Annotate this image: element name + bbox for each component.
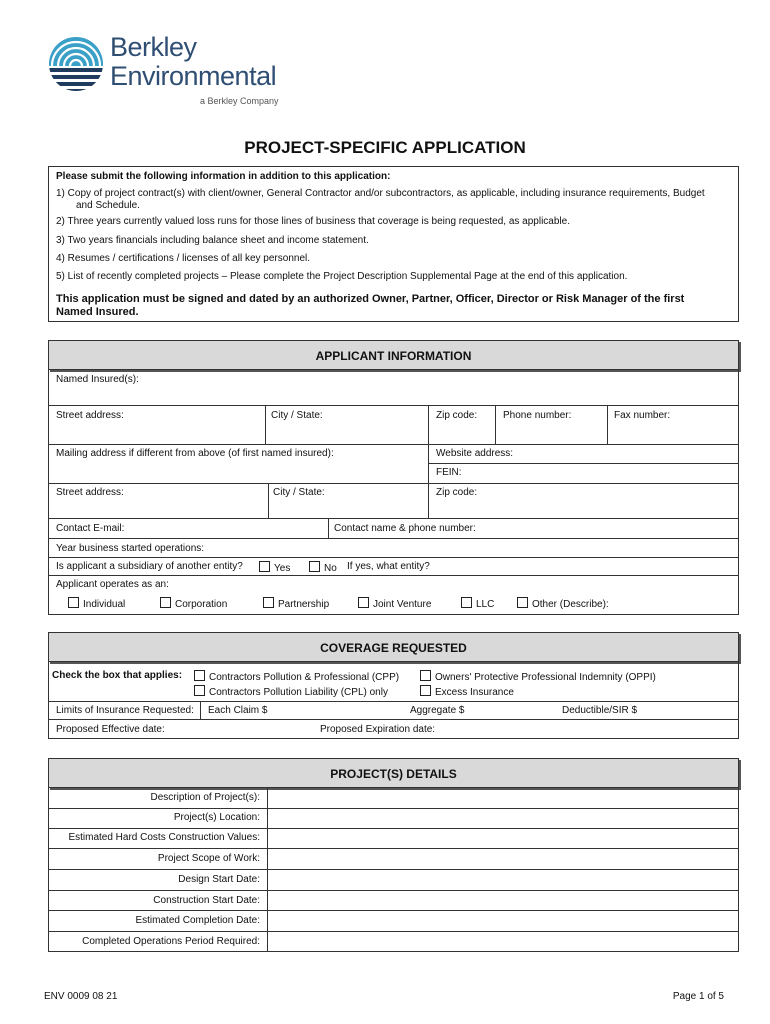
entity-other-option[interactable]	[517, 597, 609, 610]
logo	[48, 36, 104, 92]
mailing-city-state-field[interactable]: City / State:	[273, 487, 325, 498]
effective-date-field[interactable]: Proposed Effective date:	[56, 724, 165, 735]
coverage-excess-option[interactable]	[420, 685, 514, 698]
berkley-logo-icon	[48, 36, 104, 92]
signature-note-1: This application must be signed and dated by an authorized Owner, Partner, Officer, Director or Risk Manager of the first	[56, 293, 685, 305]
limits-label: Limits of Insurance Requested:	[56, 705, 194, 716]
entity-individual-option[interactable]	[68, 597, 125, 610]
named-insured-field[interactable]: Named Insured(s):	[56, 374, 139, 385]
subsidiary-yes-option[interactable]	[259, 561, 290, 574]
street-address-field[interactable]: Street address:	[56, 410, 124, 421]
applicant-section-header: APPLICANT INFORMATION	[48, 340, 739, 370]
mailing-address-field[interactable]: Mailing address if different from above (of first named insured):	[56, 448, 334, 459]
completed-ops-label: Completed Operations Period Required:	[82, 936, 260, 947]
fax-number-field[interactable]: Fax number:	[614, 410, 671, 421]
intro-heading: Please submit the following information in addition to this application:	[56, 171, 391, 182]
zip-code-field[interactable]: Zip code:	[436, 410, 478, 421]
entity-label: Partnership	[278, 599, 330, 610]
coverage-label: Excess Insurance	[435, 687, 514, 698]
signature-note-2: Named Insured.	[56, 306, 139, 318]
intro-item-4: 4) Resumes / certifications / licenses of all key personnel.	[56, 253, 310, 264]
checkbox-icon[interactable]	[420, 685, 431, 696]
coverage-section-header: COVERAGE REQUESTED	[48, 632, 739, 662]
expiration-date-field[interactable]: Proposed Expiration date:	[320, 724, 436, 735]
coverage-label: Owners' Protective Professional Indemnity (OPPI)	[435, 672, 656, 683]
operates-as-label: Applicant operates as an:	[56, 579, 169, 590]
contact-name-field[interactable]: Contact name & phone number:	[334, 523, 476, 534]
subsidiary-question: Is applicant a subsidiary of another entity?	[56, 561, 243, 572]
fein-field[interactable]: FEIN:	[436, 467, 462, 478]
mailing-street-field[interactable]: Street address:	[56, 487, 124, 498]
city-state-field[interactable]: City / State:	[271, 410, 323, 421]
each-claim-field[interactable]: Each Claim $	[208, 705, 268, 716]
checkbox-icon[interactable]	[420, 670, 431, 681]
logo-tagline: a Berkley Company	[200, 96, 279, 106]
intro-item-1-cont: and Schedule.	[76, 200, 140, 211]
checkbox-icon[interactable]	[309, 561, 320, 572]
yes-label: Yes	[274, 563, 291, 574]
checkbox-icon[interactable]	[160, 597, 171, 608]
coverage-oppi-option[interactable]	[420, 670, 656, 683]
completion-date-label: Estimated Completion Date:	[135, 915, 260, 926]
checkbox-icon[interactable]	[259, 561, 270, 572]
phone-number-field[interactable]: Phone number:	[503, 410, 572, 421]
coverage-cpp-option[interactable]	[194, 670, 399, 683]
page-number: Page 1 of 5	[672, 991, 724, 1002]
logo-line-1: Berkley	[110, 32, 197, 62]
check-box-label: Check the box that applies:	[52, 670, 183, 681]
intro-item-2: 2) Three years currently valued loss runs for those lines of business that coverage is being requested, as applicable.	[56, 216, 570, 227]
checkbox-icon[interactable]	[263, 597, 274, 608]
entity-llc-option[interactable]	[461, 597, 494, 610]
hard-costs-label: Estimated Hard Costs Construction Values:	[68, 832, 260, 843]
intro-item-3: 3) Two years financials including balance sheet and income statement.	[56, 235, 369, 246]
subsidiary-no-option[interactable]	[309, 561, 337, 574]
construction-start-label: Construction Start Date:	[153, 895, 260, 906]
website-field[interactable]: Website address:	[436, 448, 514, 459]
year-started-field[interactable]: Year business started operations:	[56, 543, 205, 554]
entity-partnership-option[interactable]	[263, 597, 329, 610]
if-yes-entity-field[interactable]: If yes, what entity?	[347, 561, 430, 572]
intro-item-1: 1) Copy of project contract(s) with client/owner, General Contractor and/or subcontractors, as applicable, including insurance requirements, Budget	[56, 188, 705, 199]
checkbox-icon[interactable]	[68, 597, 79, 608]
no-label: No	[324, 563, 337, 574]
aggregate-field[interactable]: Aggregate $	[410, 705, 465, 716]
entity-label: Corporation	[175, 599, 228, 610]
checkbox-icon[interactable]	[194, 685, 205, 696]
deductible-field[interactable]: Deductible/SIR $	[562, 705, 638, 716]
checkbox-icon[interactable]	[461, 597, 472, 608]
mailing-zip-field[interactable]: Zip code:	[436, 487, 478, 498]
page-title: PROJECT-SPECIFIC APPLICATION	[244, 138, 526, 157]
entity-label: Other (Describe):	[532, 599, 609, 610]
intro-item-5: 5) List of recently completed projects – Please complete the Project Description Supplemental Page at the end of this application.	[56, 271, 628, 282]
checkbox-icon[interactable]	[358, 597, 369, 608]
projects-section-header: PROJECT(S) DETAILS	[48, 758, 739, 788]
scope-of-work-label: Project Scope of Work:	[157, 853, 260, 864]
entity-label: Joint Venture	[373, 599, 432, 610]
logo-line-2: Environmental	[110, 61, 277, 91]
entity-label: LLC	[476, 599, 495, 610]
coverage-label: Contractors Pollution Liability (CPL) only	[209, 687, 388, 698]
design-start-label: Design Start Date:	[178, 874, 260, 885]
project-location-label: Project(s) Location:	[173, 812, 260, 823]
contact-email-field[interactable]: Contact E-mail:	[56, 523, 125, 534]
checkbox-icon[interactable]	[194, 670, 205, 681]
coverage-label: Contractors Pollution & Professional (CPP)	[209, 672, 400, 683]
coverage-cpl-option[interactable]	[194, 685, 388, 698]
entity-label: Individual	[83, 599, 126, 610]
entity-joint-venture-option[interactable]	[358, 597, 431, 610]
entity-corporation-option[interactable]	[160, 597, 227, 610]
form-code: ENV 0009 08 21	[44, 991, 118, 1002]
project-description-label: Description of Project(s):	[150, 792, 260, 803]
checkbox-icon[interactable]	[517, 597, 528, 608]
